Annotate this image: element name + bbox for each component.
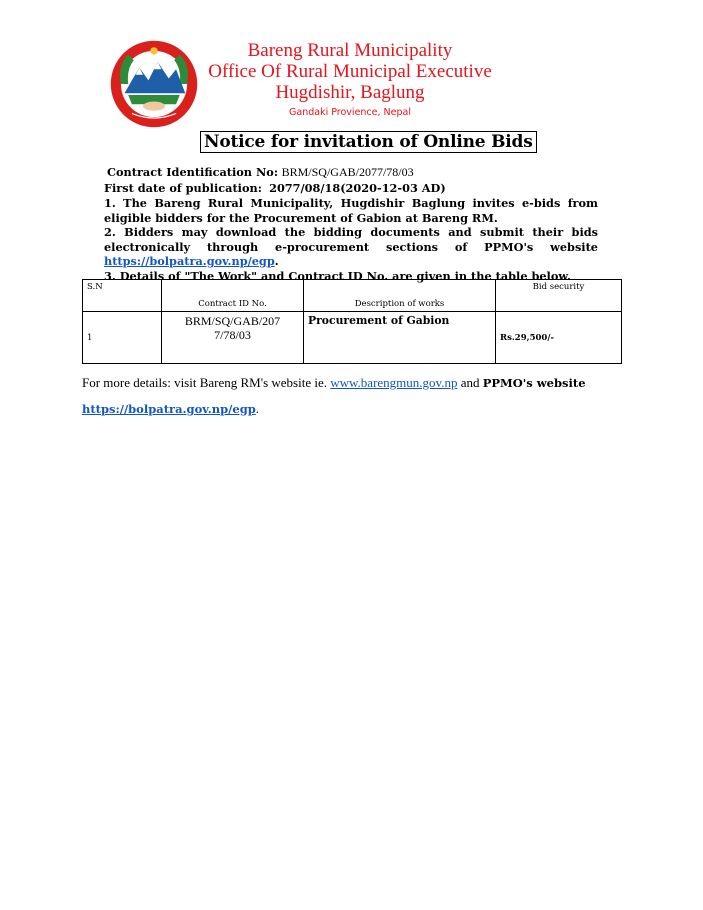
paragraph-1: 1. The Bareng Rural Municipality, Hugdishir Baglung invites e-bids from eligible bidders for the Procurement of Gabion at Bareng RM. [104,196,598,225]
paragraph-3: 3. Details of "The Work" and Contract ID No. are given in the table below. [104,268,571,283]
contract-id-value: BRM/SQ/GAB/2077/78/03 [281,165,414,179]
office-location: Hugdishir, Baglung [275,82,425,103]
footer-bolpatra-link[interactable]: https://bolpatra.gov.np/egp [82,402,256,416]
table-header-row [83,280,622,312]
header-description: Description of works [304,280,496,312]
municipality-header [200,40,500,121]
paragraph-2-end: . [274,254,279,268]
bids-table [82,279,622,364]
row-description: Procurement of Gabion [304,312,496,364]
office-name: Office Of Rural Municipal Executive [208,61,492,82]
row-bid-security: Rs.29,500/- [496,312,622,364]
footer-and: and [457,375,483,390]
province-name: Gandaki Provience, Nepal [289,107,411,118]
paragraph-2 [104,225,598,269]
barengmun-link[interactable]: www.barengmun.gov.np [330,375,458,390]
footer-line-1 [82,370,642,396]
bolpatra-link[interactable]: https://bolpatra.gov.np/egp [104,254,275,268]
contract-id-label: Contract Identification No: [107,165,278,179]
paragraph-2-text: 2. Bidders may download the bidding documents and submit their bids electronically through e-procurement sections of PPMO's website [104,225,598,254]
row-contract-id-line1: BRM/SQ/GAB/207 [184,314,281,328]
header-sn: S.N [83,280,162,312]
nepal-emblem-icon [108,38,200,130]
footer-text: For more details: visit Bareng RM's website ie. [82,375,331,390]
header-contract-id: Contract ID No. [162,280,304,312]
contract-id-line [104,165,598,181]
publication-value: 2077/08/18(2020-12-03 AD) [269,180,446,195]
municipality-name: Bareng Rural Municipality [247,40,453,61]
footer-end: . [255,401,260,416]
notice-title: Notice for invitation of Online Bids [200,131,537,153]
row-contract-id-line2: 7/78/03 [214,328,251,342]
publication-line [104,181,598,197]
footer-line-2 [82,396,642,422]
header-bid-security: Bid security [496,280,622,312]
row-sn: 1 [83,312,162,364]
footer-ppmo-label: PPMO's website [482,376,586,390]
row-contract-id [162,312,304,364]
publication-label: First date of publication: [104,180,262,195]
footer-details [82,370,642,422]
table-row [83,312,622,364]
notice-body [104,165,598,283]
